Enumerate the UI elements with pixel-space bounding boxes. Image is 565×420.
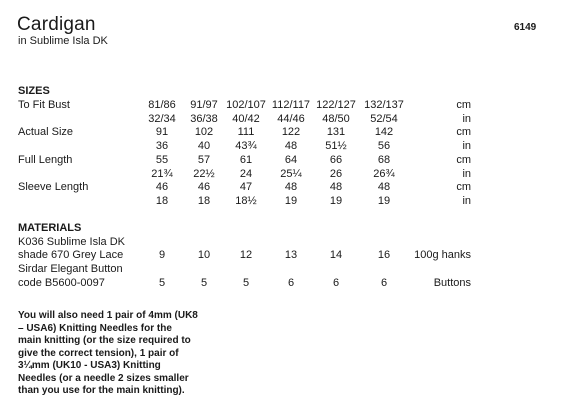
size-value: 48 <box>284 140 298 152</box>
size-value: 52/54 <box>370 113 398 125</box>
size-value: 122/127 <box>316 99 356 111</box>
material-quantity: 6 <box>380 277 388 289</box>
size-value: 102 <box>194 126 214 138</box>
size-value: 91 <box>155 126 169 138</box>
size-value: 142 <box>374 126 394 138</box>
unit-label: cm <box>456 126 471 138</box>
material-quantity: 5 <box>242 277 250 289</box>
materials-heading: MATERIALS <box>18 222 82 234</box>
material-quantity: 12 <box>239 249 253 261</box>
size-value: 122 <box>281 126 301 138</box>
size-value: 32/34 <box>148 113 176 125</box>
unit-label: in <box>462 195 471 207</box>
size-value: 68 <box>377 154 391 166</box>
size-value: 18 <box>197 195 211 207</box>
material-label-line: code B5600-0097 <box>18 277 105 289</box>
material-label-line: Sirdar Elegant Button <box>18 263 123 275</box>
size-value: 48 <box>284 181 298 193</box>
size-value: 46 <box>155 181 169 193</box>
size-value: 25¼ <box>280 168 302 180</box>
size-value: 26 <box>329 168 343 180</box>
unit-label: cm <box>456 99 471 111</box>
size-value: 112/117 <box>271 99 311 111</box>
unit-label: cm <box>456 181 471 193</box>
size-value: 18 <box>155 195 169 207</box>
needles-note: You will also need 1 pair of 4mm (UK8 – USA6) Knitting Needles for the main knitting (or the size required to give the correct tension), 1 pair of 3¼mm (UK10 - USA3) Knitting Needles (or a needle 2 sizes smaller than you use for the main knitting). <box>18 310 198 396</box>
size-value: 21¾ <box>151 168 173 180</box>
yarn-subtitle: in Sublime Isla DK <box>18 35 108 47</box>
material-label-line: K036 Sublime Isla DK <box>18 236 125 248</box>
unit-label: in <box>462 113 471 125</box>
pattern-title: Cardigan <box>17 14 96 35</box>
row-label-sleeve-length: Sleeve Length <box>18 181 89 193</box>
size-value: 57 <box>197 154 211 166</box>
size-value: 48 <box>329 181 343 193</box>
material-quantity: 9 <box>158 249 166 261</box>
material-quantity: 6 <box>332 277 340 289</box>
size-value: 131 <box>326 126 346 138</box>
material-quantity: 5 <box>200 277 208 289</box>
sizes-heading: SIZES <box>18 85 50 97</box>
size-value: 18½ <box>235 195 257 207</box>
unit-label: cm <box>456 154 471 166</box>
size-value: 36 <box>155 140 169 152</box>
size-value: 91/97 <box>190 99 218 111</box>
size-value: 19 <box>377 195 391 207</box>
size-value: 61 <box>239 154 253 166</box>
pattern-number: 6149 <box>514 22 537 33</box>
size-value: 19 <box>329 195 343 207</box>
row-label-bust: To Fit Bust <box>18 99 70 111</box>
size-value: 46 <box>197 181 211 193</box>
size-value: 51½ <box>325 140 347 152</box>
material-unit: 100g hanks <box>414 249 471 261</box>
size-value: 48 <box>377 181 391 193</box>
size-value: 132/137 <box>364 99 404 111</box>
size-value: 48/50 <box>322 113 350 125</box>
size-value: 56 <box>377 140 391 152</box>
material-quantity: 14 <box>329 249 343 261</box>
material-quantity: 13 <box>284 249 298 261</box>
unit-label: in <box>462 140 471 152</box>
row-label-actual-size: Actual Size <box>18 126 74 138</box>
size-value: 47 <box>239 181 253 193</box>
size-value: 19 <box>284 195 298 207</box>
size-value: 66 <box>329 154 343 166</box>
size-value: 55 <box>155 154 169 166</box>
size-value: 24 <box>239 168 253 180</box>
material-quantity: 5 <box>158 277 166 289</box>
size-value: 64 <box>284 154 298 166</box>
material-quantity: 10 <box>197 249 211 261</box>
size-value: 22½ <box>193 168 215 180</box>
size-value: 43¾ <box>235 140 257 152</box>
material-label-line: shade 670 Grey Lace <box>18 249 124 261</box>
size-value: 26¾ <box>373 168 395 180</box>
size-value: 44/46 <box>277 113 305 125</box>
size-value: 40 <box>197 140 211 152</box>
size-value: 36/38 <box>190 113 218 125</box>
size-value: 102/107 <box>226 99 266 111</box>
material-quantity: 6 <box>287 277 295 289</box>
unit-label: in <box>462 168 471 180</box>
material-unit: Buttons <box>433 277 471 289</box>
size-value: 40/42 <box>232 113 260 125</box>
row-label-full-length: Full Length <box>18 154 73 166</box>
size-value: 111 <box>237 126 255 138</box>
material-quantity: 16 <box>377 249 391 261</box>
size-value: 81/86 <box>148 99 176 111</box>
